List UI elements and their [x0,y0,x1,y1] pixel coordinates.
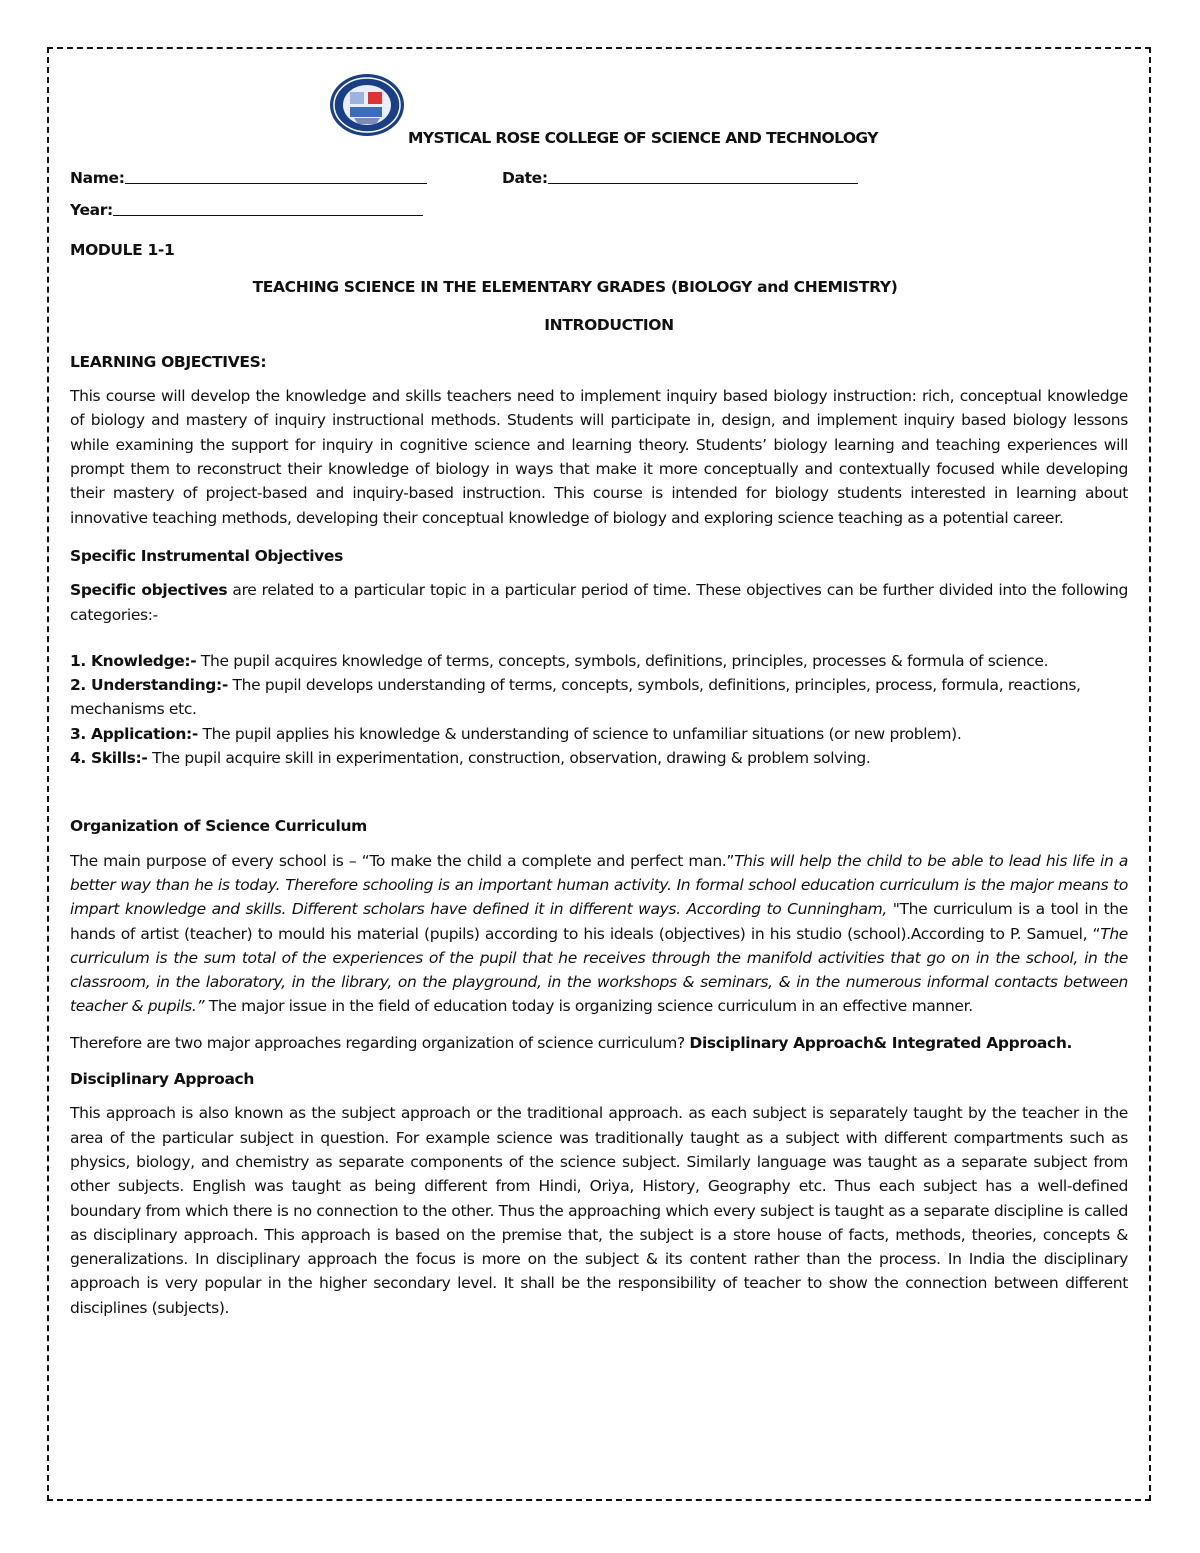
name-field[interactable] [125,182,427,184]
student-info-fields [70,158,1128,222]
organization-text-b: This will help the child to be able to lead his life in a better way than he is today. Therefore schooling is an important human activity. In formal school education curriculum is the major means to impart knowledge and skills. Different scholars have defined it in different ways. According to Cunningham, [70,851,1129,919]
list-item [70,673,1128,722]
course-title: TEACHING SCIENCE IN THE ELEMENTARY GRADES (BIOLOGY and CHEMISTRY) [252,278,898,297]
specific-objectives-heading: Specific Instrumental Objectives [70,546,343,565]
list-item-label: 1. Knowledge:- [70,651,197,670]
disciplinary-approach-body: This approach is also known as the subject approach or the traditional approach. as each subject is separately taught by the teacher in the area of the particular subject in question. For example science was traditionally taught as a subject with different compartments such as physics, biology, and chemistry as separate components of the science subject. Similarly language was taught as a separate subject from other subjects. English was taught as being different from Hindi, Oriya, History, Geography etc. Thus each subject has a well-defined boundary from which there is no connection to the other. Thus the approaching which every subject is taught as a separate discipline is called as disciplinary approach. This approach is based on the premise that, the subject is a store house of facts, methods, theories, concepts & generalizations. In disciplinary approach the focus is more on the subject & its content rather than the process. In India the disciplinary approach is very popular in the higher secondary level. It shall be the responsibility of teacher to show the connection between different disciplines (subjects). [70,1104,1128,1317]
organization-text-d: The curriculum is the sum total of the experiences of the pupil that he receives through the manifold activities that go on in the school, in the classroom, in the laboratory, in the library, on the playground, in the workshops & seminars, & in the numerous informal contacts between teacher & pupils.” [70,924,1128,1016]
module-label: MODULE 1-1 [70,241,175,259]
learning-objectives-body: This course will develop the knowledge and skills teachers need to implement inquiry based biology instruction: rich, conceptual knowledge of biology and mastery of inquiry instructional methods. Students will participate in, design, and implement inquiry based biology lessons while examining the support for inquiry in cognitive science and learning theory. Students’ biology learning and teaching experiences will prompt them to reconstruct their knowledge of biology in ways that make it more conceptually and contextually focused while developing their mastery of project-based and inquiry-based instruction. This course is intended for biology students interested in learning about innovative teaching methods, developing their conceptual knowledge of biology and exploring science teaching as a potential career. [70,387,1128,527]
list-item-text: The pupil acquire skill in experimentation, construction, observation, drawing & problem solving. [147,749,871,768]
list-item-text: The pupil acquires knowledge of terms, concepts, symbols, definitions, principles, processes & formula of science. [196,651,1049,670]
list-item-text: The pupil develops understanding of terms, concepts, symbols, definitions, principles, process, formula, reactions, mechanisms etc. [70,676,1081,719]
document-body [70,72,1128,1320]
year-label: Year: [70,200,113,219]
list-item-text: The pupil applies his knowledge & understanding of science to unfamiliar situations (or new problem). [197,724,962,743]
objective-categories-list [70,649,1128,770]
learning-objectives-heading: LEARNING OBJECTIVES: [70,352,267,371]
approaches-paragraph [70,1031,1128,1055]
list-item [70,746,1128,770]
list-item [70,722,1128,746]
college-seal-icon [328,72,406,138]
organization-text-a: The main purpose of every school is – “To make the child a complete and perfect man.” [70,851,735,870]
approaches-text: Therefore are two major approaches regarding organization of science curriculum? [70,1033,690,1052]
list-item-label: 2. Understanding:- [70,676,228,695]
college-name: MYSTICAL ROSE COLLEGE OF SCIENCE AND TECHNOLOGY [408,129,878,147]
organization-text-e: The major issue in the field of education today is organizing science curriculum in an effective manner. [204,997,973,1016]
list-item-label: 4. Skills:- [70,749,148,768]
specific-objectives-intro-text: are related to a particular topic in a particular period of time. These objectives can be further divided into the following categories:- [70,581,1128,624]
organization-text-c: "The curriculum is a tool in the hands of artist (teacher) to mould his material (pupils) according to his ideals (objectives) in his studio (school).According to P. Samuel, “ [70,900,1128,943]
introduction-heading: INTRODUCTION [544,315,674,334]
specific-objectives-term: Specific objectives [70,581,228,600]
specific-objectives-intro [70,578,1128,627]
organization-paragraph [70,849,1128,1019]
approaches-names: Disciplinary Approach& Integrated Approach. [689,1033,1073,1052]
year-field[interactable] [113,214,423,216]
date-label: Date: [502,168,548,187]
list-item [70,649,1128,673]
document-header [70,72,1128,147]
disciplinary-approach-heading: Disciplinary Approach [70,1070,255,1089]
date-field[interactable] [548,182,858,184]
name-label: Name: [70,168,125,187]
list-item-label: 3. Application:- [70,724,198,743]
organization-heading: Organization of Science Curriculum [70,817,367,836]
